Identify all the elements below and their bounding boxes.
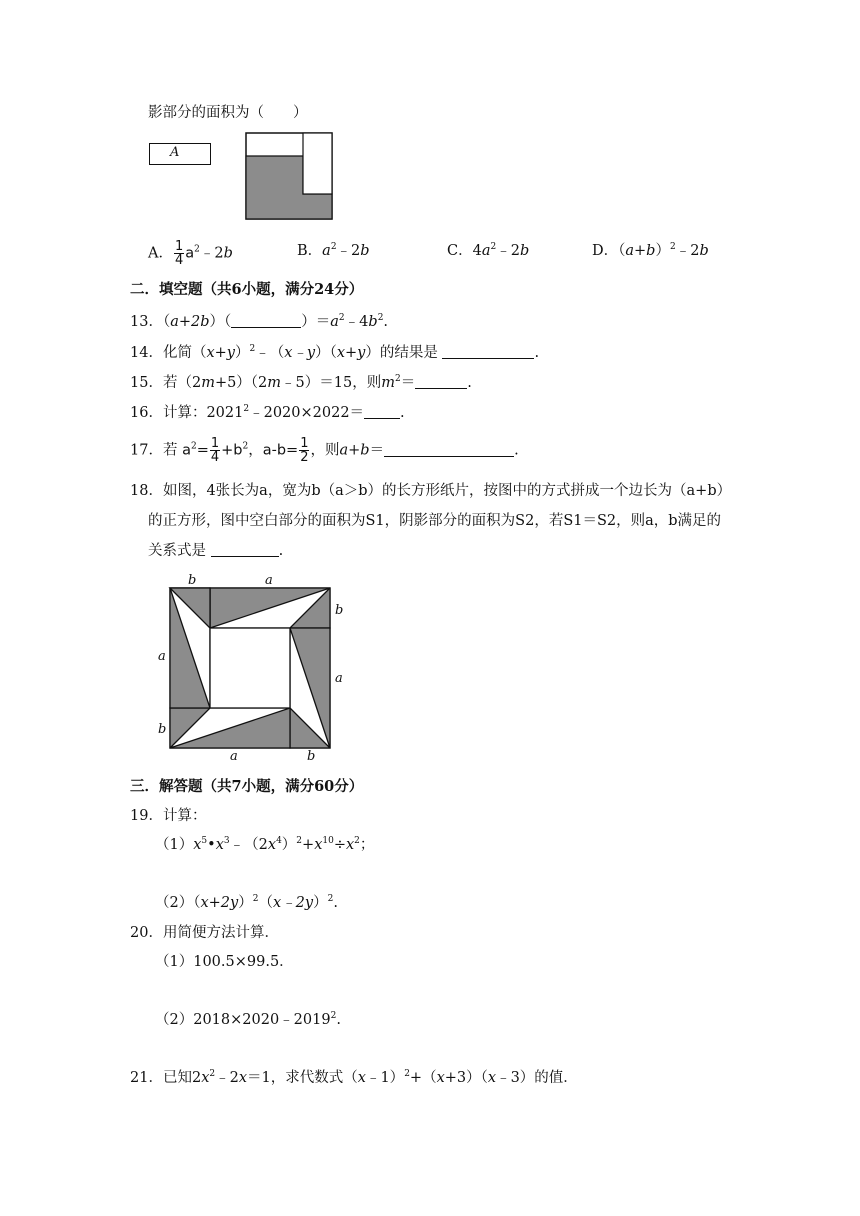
q17: 17．若 $a^2=$ $\frac{1}{4}$ $+b^2$，a-b= $\frac{1}{2}$ ，则a+b＝ . (130, 436, 519, 465)
q19-title: 19．计算： (130, 808, 207, 824)
q18-line2: 的正方形，图中空白部分的面积为S1，阴影部分的面积为S2，若S1＝S2，则a，b满足的 (148, 513, 722, 529)
q18-blank[interactable] (211, 542, 279, 557)
q13: 13．（a+2b）（ ）$=a^2﹣4b^2$. (130, 313, 389, 330)
q18-label-b-right: b (335, 603, 344, 618)
q13-blank[interactable] (231, 313, 301, 328)
q12-option-b: B．$a^2﹣2b$ (297, 242, 370, 259)
q18-label-b-bottom: b (307, 749, 316, 764)
q18-label-a-right: a (335, 671, 343, 686)
q12-white-strip (303, 133, 332, 194)
q18-label-b-left: b (158, 722, 167, 737)
q18-inner-square (210, 628, 290, 708)
q12-option-a: A． $\frac{1}{4}$ $a^2﹣2b$ (148, 239, 233, 268)
section2-heading: 二．填空题（共6小题，满分24分） (130, 281, 364, 298)
q18-line3: 关系式是 . (148, 543, 284, 559)
q19-part1: $(1)x^5•x^3﹣(2x^4)^2+x^{10}\div x^2$； (155, 836, 375, 853)
q12-option-d: D．$(a+b)^2﹣2b$ (592, 242, 709, 259)
q14-blank[interactable] (442, 344, 534, 359)
q16: 16．计算：$2021^2﹣2020\times 2022=$ . (130, 404, 405, 421)
q18-figure (150, 568, 350, 768)
q17-blank[interactable] (384, 442, 514, 457)
q15-blank[interactable] (415, 374, 467, 389)
q18-label-a-bottom: a (230, 749, 238, 764)
q12-rect-a-label: A (170, 145, 180, 160)
q18-label-b-top: b (188, 573, 197, 588)
q12-rect-a (149, 143, 211, 165)
q16-blank[interactable] (364, 404, 400, 419)
q20-title: 20．用简便方法计算． (130, 925, 279, 941)
q12-figure (245, 132, 335, 222)
q20-part2: $(2)2018\times 2020﹣2019^2$. (155, 1011, 341, 1028)
q18-label-a-top: a (265, 573, 273, 588)
section3-heading: 三．解答题（共7小题，满分60分） (130, 778, 364, 795)
q14: 14．化简$(x+y)^2﹣(x﹣y)(x+y)$的结果是 . (130, 344, 540, 361)
q12-option-c: C．$4a^2﹣2b$ (447, 242, 530, 259)
q19-part2: $(2)(x+2y)^2(x﹣2y)^2$. (155, 894, 338, 911)
q15: 15．若（2m+5）（2m﹣5）＝15，则$m^2=$ . (130, 374, 472, 391)
q18-label-a-left: a (158, 649, 166, 664)
q12-stem-tail: 影部分的面积为（ ） (148, 105, 308, 121)
q18-line1: 18．如图，4张长为a，宽为b（a＞b）的长方形纸片，按图中的方式拼成一个边长为（a+b） (130, 483, 732, 499)
q20-part1: （1）100.5×99.5． (155, 954, 294, 970)
q21: 21．已知$2x^2﹣2x=1$，求代数式（x﹣1）$^2$+（x+3）（x﹣3）的值． (130, 1069, 578, 1086)
